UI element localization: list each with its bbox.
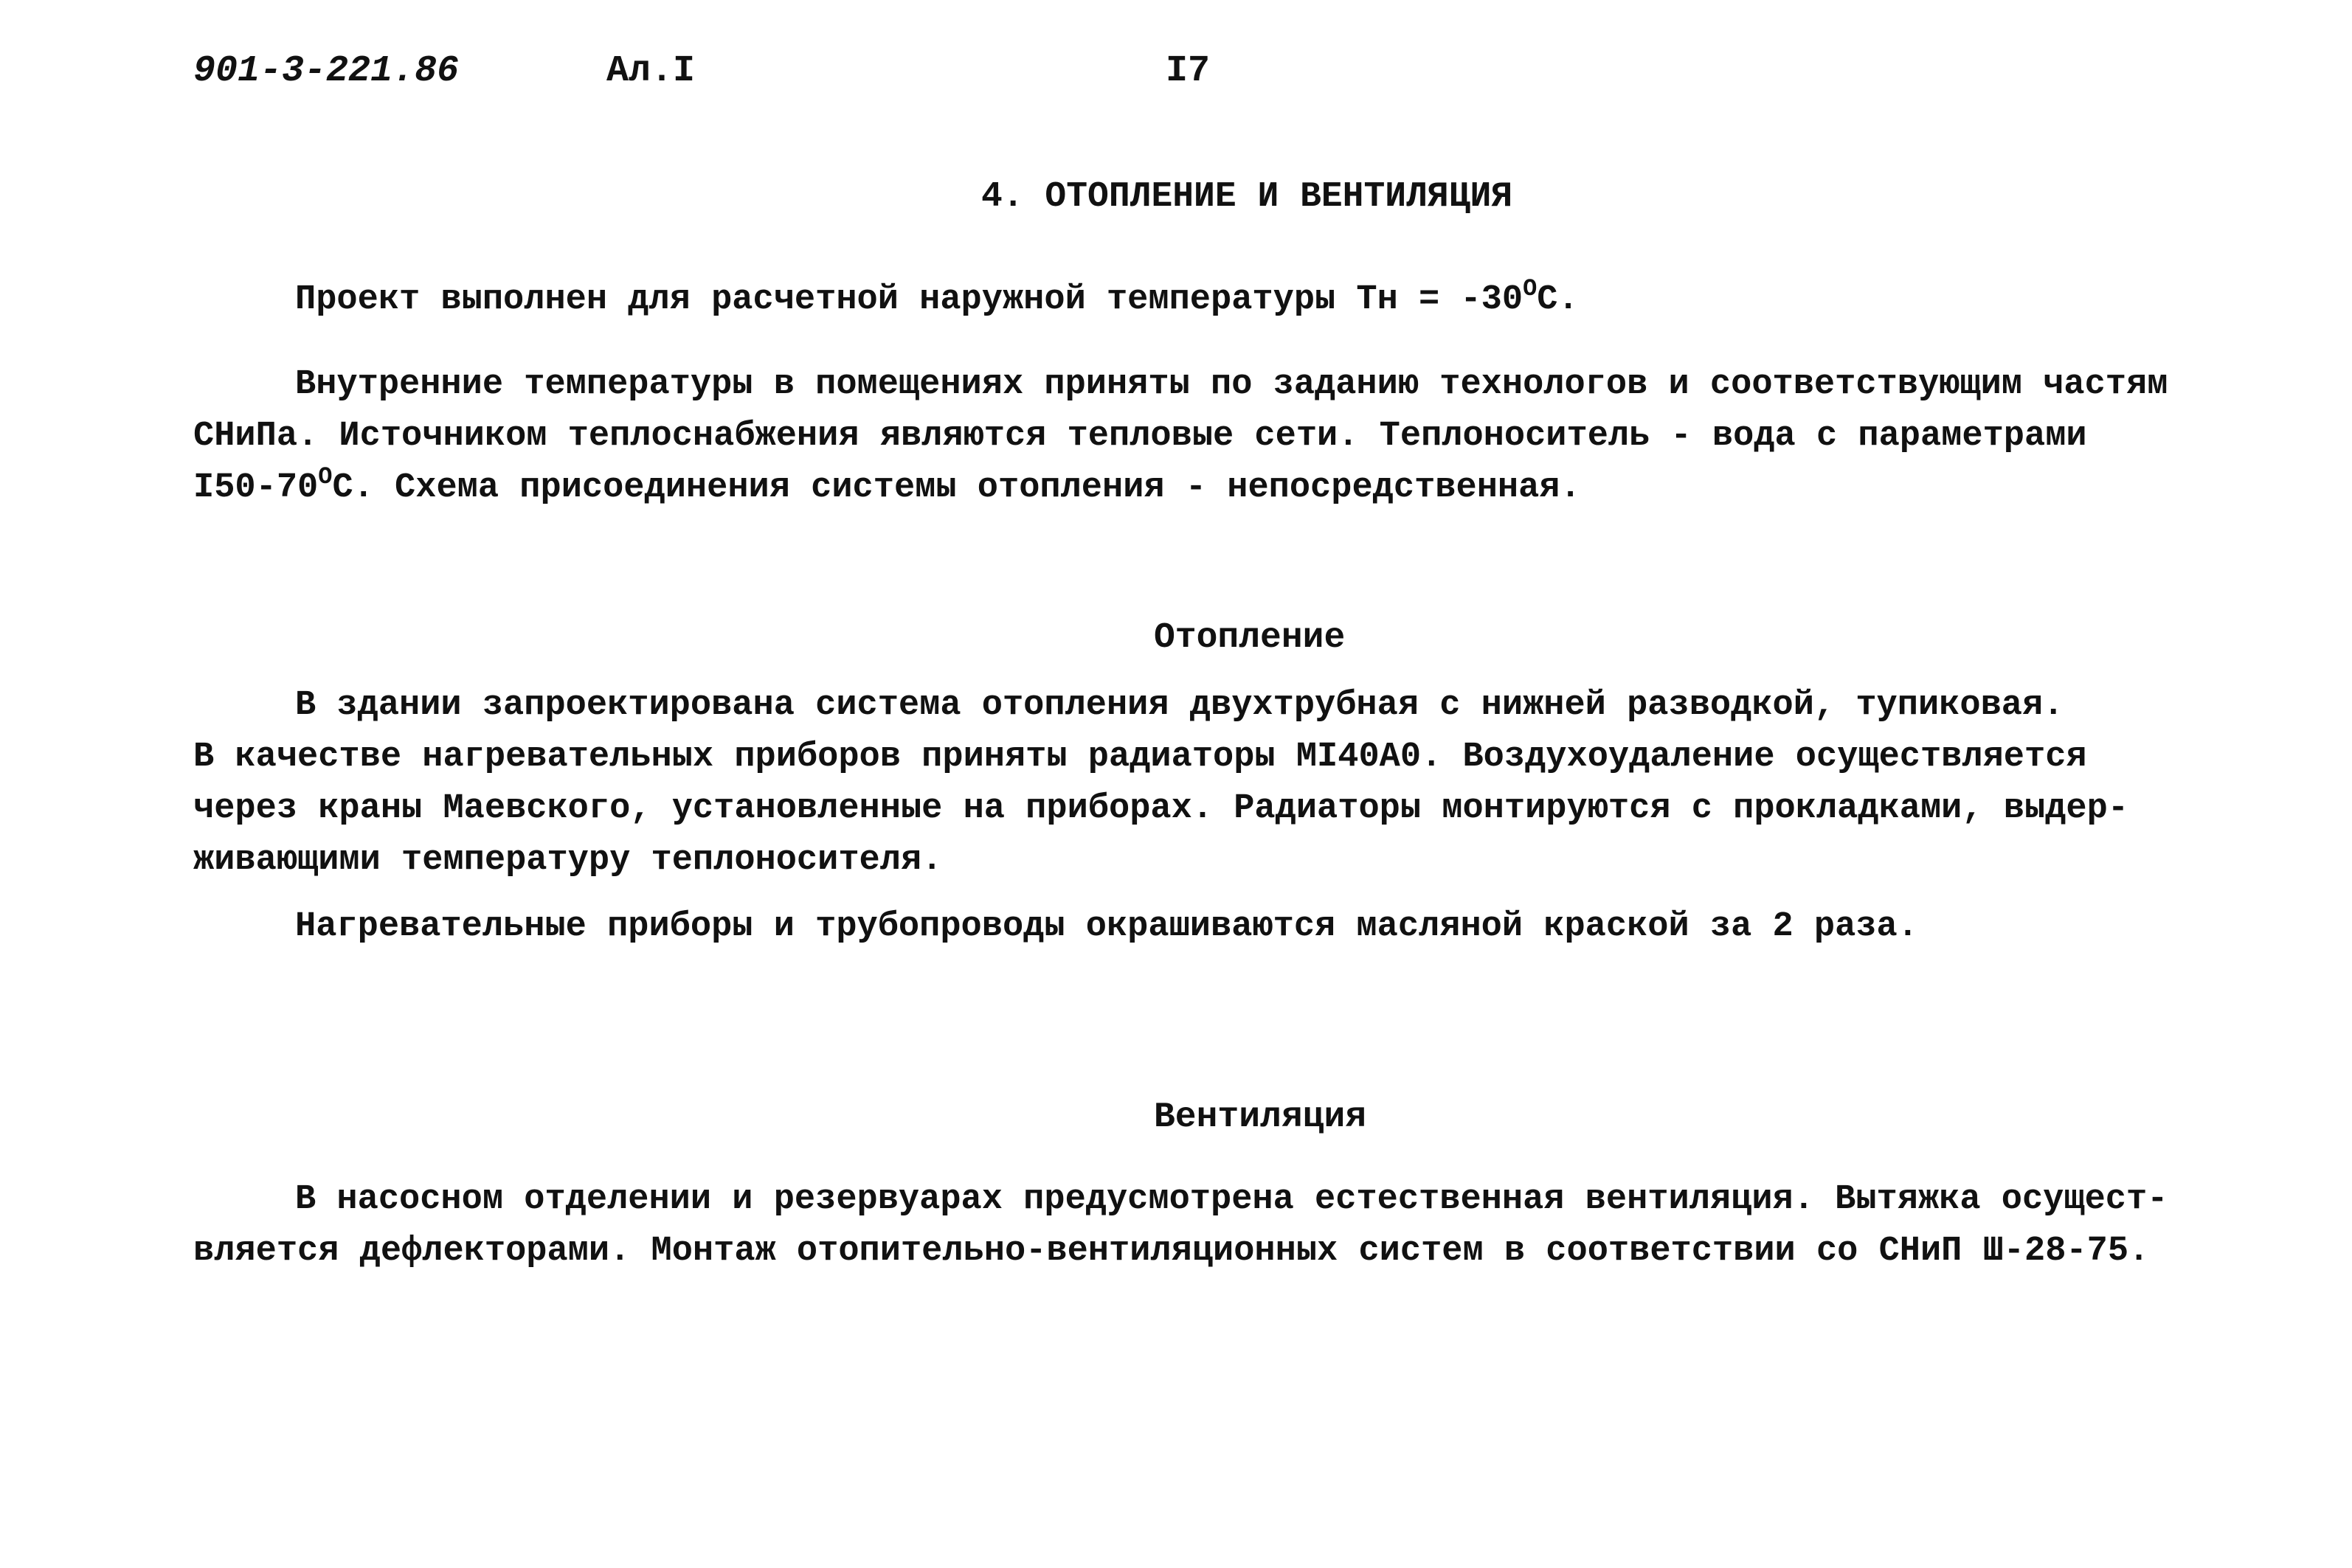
intro-p1-end: С. <box>1537 280 1579 319</box>
heating-line-1: В здании запроектирована система отопления двухтрубная с нижней разводкой, тупиковая. <box>295 686 2064 725</box>
intro-p2-line-2: СНиПа. Источником теплоснабжения являются тепловые сети. Теплоноситель - вода с параметрами <box>193 417 2087 456</box>
intro-p2-line3-start: I50-70 <box>193 468 319 507</box>
ventilation-heading: Вентиляция <box>1154 1097 1367 1137</box>
ventilation-line-1: В насосном отделении и резервуарах предусмотрена естественная вентиляция. Вытяжка осущест- <box>295 1180 2168 1219</box>
degree-sign: О <box>1523 275 1538 302</box>
sheet-label: Ал.I <box>606 50 696 92</box>
section-title: 4. ОТОПЛЕНИЕ И ВЕНТИЛЯЦИЯ <box>981 177 1513 217</box>
document-code: 901-3-221.86 <box>193 50 460 92</box>
intro-p2-line-1: Внутренние температуры в помещениях приняты по заданию технологов и соответствующим частям <box>295 365 2168 404</box>
heating-line-3: через краны Маевского, установленные на приборах. Радиаторы монтируются с прокладками, выдер- <box>193 789 2129 828</box>
heating-line-5: Нагревательные приборы и трубопроводы окрашиваются масляной краской за 2 раза. <box>295 907 1918 946</box>
heating-line-2: В качестве нагревательных приборов приняты радиаторы МI40А0. Воздухоудаление осуществляется <box>193 738 2087 777</box>
intro-paragraph-1 <box>295 274 1579 328</box>
intro-p2-line-3 <box>193 462 1581 516</box>
heating-heading: Отопление <box>1154 618 1346 658</box>
intro-p2-line3-end: С. Схема присоединения системы отопления - непосредственная. <box>332 468 1581 507</box>
intro-p1-text: Проект выполнен для расчетной наружной температуры Тн = -30 <box>295 280 1523 319</box>
degree-sign: О <box>318 463 333 490</box>
page-number: I7 <box>1166 50 1211 92</box>
ventilation-line-2: вляется дефлекторами. Монтаж отопительно-вентиляционных систем в соответствии со СНиП Ш-28-75. <box>193 1232 2150 1271</box>
heating-line-4: живающими температуру теплоносителя. <box>193 841 943 880</box>
